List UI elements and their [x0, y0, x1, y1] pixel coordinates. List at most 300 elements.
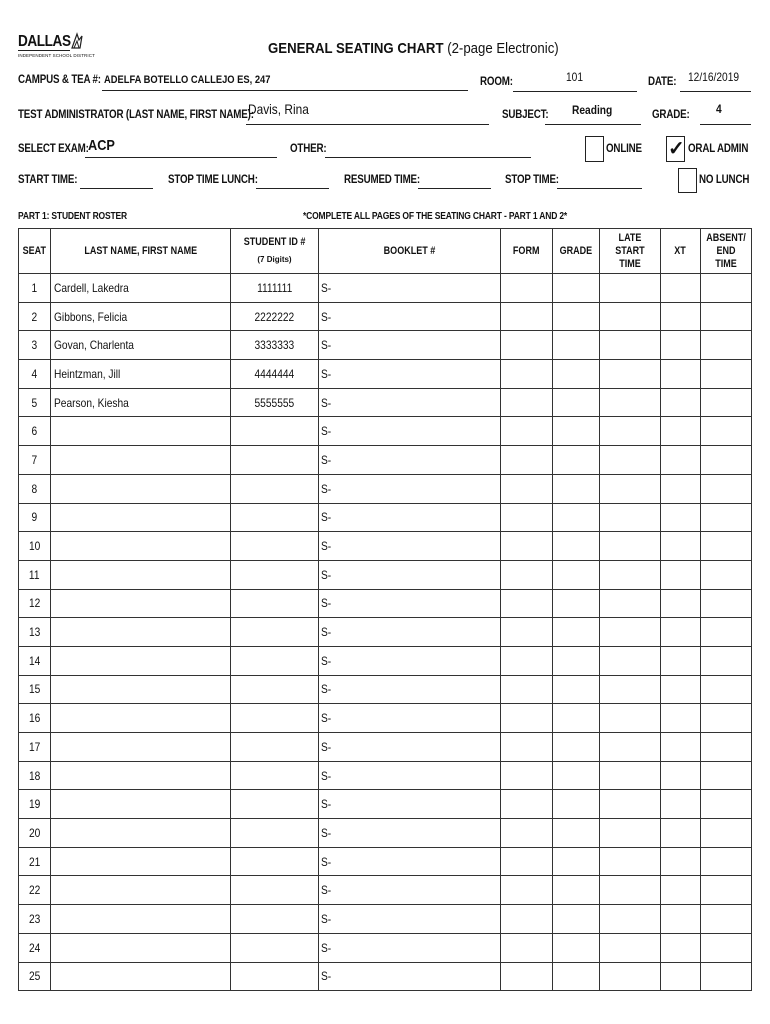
late-start-cell[interactable] [600, 417, 661, 446]
absent-cell[interactable] [701, 589, 752, 618]
booklet-cell[interactable] [319, 503, 501, 532]
booklet-cell[interactable] [319, 876, 501, 905]
seat-cell-text: 15 [28, 682, 41, 697]
form-cell[interactable] [501, 876, 553, 905]
absent-cell[interactable] [701, 388, 752, 417]
student-id-cell[interactable] [231, 474, 319, 503]
absent-cell[interactable] [701, 560, 752, 589]
name-cell[interactable] [51, 819, 231, 848]
student-id-subheader: (7 Digits) [257, 255, 292, 264]
late-start-cell[interactable] [600, 675, 661, 704]
seat-cell-text: 20 [28, 825, 41, 840]
xt-cell[interactable] [661, 790, 701, 819]
xt-cell[interactable] [661, 733, 701, 762]
name-cell[interactable] [51, 905, 231, 934]
grade-value[interactable]: 4 [716, 102, 722, 116]
booklet-cell-text: S- [321, 424, 332, 439]
booklet-cell[interactable] [319, 704, 501, 733]
table-row [19, 790, 752, 819]
form-header: FORM [501, 229, 553, 274]
name-cell[interactable] [51, 704, 231, 733]
date-value[interactable]: 12/16/2019 [688, 70, 740, 84]
student-id-cell-text: 1111111 [256, 280, 293, 295]
grade-cell[interactable] [553, 503, 600, 532]
xt-cell[interactable] [661, 819, 701, 848]
student-id-header: STUDENT ID # (7 Digits) [231, 229, 319, 274]
student-id-cell[interactable] [231, 675, 319, 704]
table-row [19, 331, 752, 360]
booklet-cell-text: S- [321, 969, 332, 984]
seat-cell-text: 17 [28, 739, 41, 754]
xt-cell[interactable] [661, 933, 701, 962]
booklet-cell-text: S- [321, 510, 332, 525]
student-id-cell[interactable] [231, 331, 319, 360]
student-id-cell[interactable] [231, 560, 319, 589]
form-cell[interactable] [501, 618, 553, 647]
absent-cell[interactable] [701, 274, 752, 303]
grade-cell[interactable] [553, 274, 600, 303]
late-start-cell[interactable] [600, 532, 661, 561]
flame-icon [70, 32, 84, 50]
grade-cell[interactable] [553, 646, 600, 675]
late-start-cell[interactable] [600, 733, 661, 762]
late-start-header: LATE START TIME [600, 229, 661, 274]
title-bold: GENERAL SEATING CHART [268, 40, 444, 57]
absent-cell[interactable] [701, 876, 752, 905]
booklet-cell-text: S- [321, 825, 332, 840]
exam-value[interactable]: ACP [88, 137, 115, 154]
late-start-cell[interactable] [600, 331, 661, 360]
grade-cell[interactable] [553, 905, 600, 934]
grade-cell[interactable] [553, 819, 600, 848]
name-cell-text: Gibbons, Felicia [54, 309, 128, 324]
name-cell[interactable] [51, 589, 231, 618]
booklet-cell-text: S- [321, 539, 332, 554]
xt-cell[interactable] [661, 532, 701, 561]
booklet-cell-text: S- [321, 883, 332, 898]
late-start-cell[interactable] [600, 876, 661, 905]
table-row [19, 646, 752, 675]
seat-cell [19, 847, 51, 876]
grade-cell[interactable] [553, 761, 600, 790]
form-cell[interactable] [501, 646, 553, 675]
booklet-cell[interactable] [319, 761, 501, 790]
table-row [19, 733, 752, 762]
late-start-cell[interactable] [600, 819, 661, 848]
booklet-cell[interactable] [319, 417, 501, 446]
booklet-cell-text: S- [321, 338, 332, 353]
booklet-cell-text: S- [321, 309, 332, 324]
booklet-cell-text: S- [321, 854, 332, 869]
late-start-cell[interactable] [600, 790, 661, 819]
seat-cell [19, 618, 51, 647]
late-start-cell[interactable] [600, 761, 661, 790]
name-cell[interactable] [51, 331, 231, 360]
grade-cell[interactable] [553, 618, 600, 647]
table-row [19, 302, 752, 331]
late-start-cell[interactable] [600, 847, 661, 876]
seat-cell-text: 5 [31, 395, 38, 410]
name-cell[interactable] [51, 503, 231, 532]
xt-cell[interactable] [661, 589, 701, 618]
form-cell[interactable] [501, 302, 553, 331]
student-id-cell[interactable] [231, 618, 319, 647]
form-cell[interactable] [501, 847, 553, 876]
late-start-cell[interactable] [600, 704, 661, 733]
grade-cell[interactable] [553, 560, 600, 589]
name-cell[interactable] [51, 274, 231, 303]
absent-cell[interactable] [701, 962, 752, 991]
absent-cell[interactable] [701, 360, 752, 389]
form-cell[interactable] [501, 905, 553, 934]
student-id-cell[interactable] [231, 761, 319, 790]
late-start-cell[interactable] [600, 560, 661, 589]
table-row [19, 618, 752, 647]
absent-cell[interactable] [701, 847, 752, 876]
form-cell[interactable] [501, 274, 553, 303]
oral-admin-checkbox[interactable] [666, 136, 685, 162]
absent-cell[interactable] [701, 646, 752, 675]
seat-cell [19, 388, 51, 417]
xt-cell[interactable] [661, 446, 701, 475]
xt-cell[interactable] [661, 274, 701, 303]
late-start-cell[interactable] [600, 962, 661, 991]
seat-cell [19, 360, 51, 389]
seat-cell-text: 4 [31, 366, 38, 381]
form-cell[interactable] [501, 560, 553, 589]
seat-cell [19, 474, 51, 503]
seat-cell-text: 14 [28, 653, 41, 668]
form-cell[interactable] [501, 704, 553, 733]
student-id-cell[interactable] [231, 819, 319, 848]
xt-cell[interactable] [661, 905, 701, 934]
name-cell[interactable] [51, 532, 231, 561]
booklet-cell[interactable] [319, 675, 501, 704]
table-row [19, 761, 752, 790]
booklet-cell[interactable] [319, 388, 501, 417]
name-cell[interactable] [51, 733, 231, 762]
form-cell[interactable] [501, 532, 553, 561]
form-cell[interactable] [501, 675, 553, 704]
seat-cell-text: 7 [31, 452, 38, 467]
booklet-header: BOOKLET # [319, 229, 501, 274]
booklet-cell-text: S- [321, 768, 332, 783]
campus-value[interactable]: ADELFA BOTELLO CALLEJO ES, 247 [104, 74, 271, 86]
grade-cell[interactable] [553, 532, 600, 561]
subject-label: SUBJECT: [502, 109, 549, 121]
booklet-cell[interactable] [319, 790, 501, 819]
xt-cell[interactable] [661, 847, 701, 876]
late-start-cell[interactable] [600, 274, 661, 303]
absent-cell[interactable] [701, 618, 752, 647]
absent-cell[interactable] [701, 905, 752, 934]
subject-value[interactable]: Reading [572, 103, 613, 117]
absent-cell[interactable] [701, 704, 752, 733]
xt-cell[interactable] [661, 560, 701, 589]
date-label: DATE: [648, 76, 677, 88]
grade-cell[interactable] [553, 331, 600, 360]
form-cell[interactable] [501, 446, 553, 475]
seat-cell-text: 24 [28, 940, 41, 955]
student-id-cell[interactable] [231, 274, 319, 303]
late-start-cell[interactable] [600, 360, 661, 389]
grade-cell[interactable] [553, 790, 600, 819]
form-cell[interactable] [501, 733, 553, 762]
form-cell[interactable] [501, 589, 553, 618]
booklet-cell[interactable] [319, 302, 501, 331]
booklet-cell[interactable] [319, 933, 501, 962]
seat-cell [19, 761, 51, 790]
name-cell[interactable] [51, 790, 231, 819]
seat-cell-text: 23 [28, 911, 41, 926]
grade-cell[interactable] [553, 446, 600, 475]
seat-cell [19, 819, 51, 848]
booklet-cell[interactable] [319, 560, 501, 589]
student-id-cell[interactable] [231, 446, 319, 475]
student-id-cell[interactable] [231, 388, 319, 417]
booklet-cell[interactable] [319, 532, 501, 561]
student-id-cell[interactable] [231, 503, 319, 532]
seat-cell-text: 3 [31, 338, 38, 353]
xt-cell[interactable] [661, 360, 701, 389]
student-id-cell[interactable] [231, 733, 319, 762]
seat-cell [19, 589, 51, 618]
campus-label: CAMPUS & TEA #: [18, 74, 101, 86]
booklet-cell-text: S- [321, 596, 332, 611]
seat-cell-text: 10 [28, 539, 41, 554]
grade-cell[interactable] [553, 675, 600, 704]
form-cell[interactable] [501, 962, 553, 991]
student-id-cell[interactable] [231, 532, 319, 561]
name-cell[interactable] [51, 560, 231, 589]
xt-cell[interactable] [661, 417, 701, 446]
logo-subtitle: INDEPENDENT SCHOOL DISTRICT [18, 53, 95, 58]
student-id-cell[interactable] [231, 302, 319, 331]
student-id-cell[interactable] [231, 847, 319, 876]
table-row [19, 560, 752, 589]
name-cell[interactable] [51, 675, 231, 704]
title-normal: (2-page Electronic) [447, 40, 559, 57]
online-checkbox[interactable] [585, 136, 604, 162]
grade-cell[interactable] [553, 704, 600, 733]
booklet-cell[interactable] [319, 962, 501, 991]
late-start-cell[interactable] [600, 474, 661, 503]
table-row [19, 704, 752, 733]
xt-cell[interactable] [661, 618, 701, 647]
district-logo [18, 33, 95, 63]
booklet-cell-text: S- [321, 452, 332, 467]
absent-cell[interactable] [701, 302, 752, 331]
booklet-cell[interactable] [319, 733, 501, 762]
booklet-cell[interactable] [319, 819, 501, 848]
grade-cell[interactable] [553, 302, 600, 331]
absent-cell[interactable] [701, 819, 752, 848]
seat-cell [19, 646, 51, 675]
late-start-cell[interactable] [600, 618, 661, 647]
student-id-cell[interactable] [231, 876, 319, 905]
booklet-cell-text: S- [321, 567, 332, 582]
complete-note: *COMPLETE ALL PAGES OF THE SEATING CHART - PART 1 AND 2* [303, 211, 568, 222]
booklet-cell[interactable] [319, 618, 501, 647]
name-cell[interactable] [51, 876, 231, 905]
late-start-cell[interactable] [600, 302, 661, 331]
absent-cell[interactable] [701, 503, 752, 532]
xt-cell[interactable] [661, 876, 701, 905]
absent-cell[interactable] [701, 331, 752, 360]
roster-table [18, 228, 752, 991]
booklet-cell[interactable] [319, 646, 501, 675]
name-cell-text: Heintzman, Jill [54, 366, 121, 381]
absent-cell[interactable] [701, 474, 752, 503]
student-id-cell[interactable] [231, 962, 319, 991]
room-value[interactable]: 101 [566, 70, 584, 84]
student-id-cell[interactable] [231, 417, 319, 446]
late-start-cell[interactable] [600, 446, 661, 475]
grade-cell[interactable] [553, 933, 600, 962]
booklet-cell[interactable] [319, 474, 501, 503]
booklet-cell[interactable] [319, 905, 501, 934]
form-cell[interactable] [501, 790, 553, 819]
form-cell[interactable] [501, 388, 553, 417]
xt-cell[interactable] [661, 962, 701, 991]
form-cell[interactable] [501, 761, 553, 790]
student-id-cell[interactable] [231, 360, 319, 389]
absent-header: ABSENT/ END TIME [701, 229, 752, 274]
form-cell[interactable] [501, 331, 553, 360]
xt-cell[interactable] [661, 761, 701, 790]
table-row [19, 274, 752, 303]
booklet-cell[interactable] [319, 847, 501, 876]
no-lunch-checkbox[interactable] [678, 168, 697, 193]
name-cell[interactable] [51, 933, 231, 962]
booklet-cell-text: S- [321, 280, 332, 295]
seat-cell [19, 503, 51, 532]
absent-cell[interactable] [701, 761, 752, 790]
absent-cell[interactable] [701, 532, 752, 561]
absent-cell[interactable] [701, 675, 752, 704]
logo-text: DALLAS [18, 33, 71, 50]
name-cell[interactable] [51, 302, 231, 331]
late-start-cell[interactable] [600, 503, 661, 532]
name-cell[interactable] [51, 474, 231, 503]
seat-cell [19, 446, 51, 475]
seat-cell [19, 675, 51, 704]
form-cell[interactable] [501, 933, 553, 962]
absent-cell[interactable] [701, 933, 752, 962]
late-start-cell[interactable] [600, 933, 661, 962]
xt-cell[interactable] [661, 675, 701, 704]
late-start-cell[interactable] [600, 388, 661, 417]
name-cell[interactable] [51, 446, 231, 475]
grade-cell[interactable] [553, 962, 600, 991]
booklet-cell-text: S- [321, 682, 332, 697]
grade-cell[interactable] [553, 360, 600, 389]
form-cell[interactable] [501, 474, 553, 503]
xt-cell[interactable] [661, 503, 701, 532]
form-cell[interactable] [501, 503, 553, 532]
grade-cell[interactable] [553, 417, 600, 446]
admin-value[interactable]: Davis, Rina [248, 101, 309, 117]
absent-cell[interactable] [701, 446, 752, 475]
absent-cell[interactable] [701, 790, 752, 819]
name-cell[interactable] [51, 761, 231, 790]
booklet-cell-text: S- [321, 911, 332, 926]
name-cell[interactable] [51, 646, 231, 675]
grade-cell[interactable] [553, 876, 600, 905]
table-row [19, 360, 752, 389]
form-cell[interactable] [501, 360, 553, 389]
table-row [19, 417, 752, 446]
grade-cell[interactable] [553, 733, 600, 762]
table-row [19, 847, 752, 876]
seat-cell-text: 9 [31, 510, 38, 525]
student-id-cell[interactable] [231, 790, 319, 819]
xt-cell[interactable] [661, 646, 701, 675]
booklet-cell-text: S- [321, 481, 332, 496]
student-id-cell[interactable] [231, 704, 319, 733]
name-cell[interactable] [51, 417, 231, 446]
late-start-cell[interactable] [600, 589, 661, 618]
absent-cell[interactable] [701, 417, 752, 446]
booklet-cell[interactable] [319, 331, 501, 360]
name-header: LAST NAME, FIRST NAME [51, 229, 231, 274]
seat-cell [19, 704, 51, 733]
resumed-time-label: RESUMED TIME: [344, 174, 420, 186]
page-title [268, 40, 559, 57]
booklet-cell[interactable] [319, 446, 501, 475]
name-cell[interactable] [51, 847, 231, 876]
grade-cell[interactable] [553, 474, 600, 503]
late-start-cell[interactable] [600, 646, 661, 675]
grade-cell[interactable] [553, 388, 600, 417]
name-cell[interactable] [51, 962, 231, 991]
seat-cell-text: 13 [28, 625, 41, 640]
grade-header: GRADE [553, 229, 600, 274]
name-cell-text: Pearson, Kiesha [54, 395, 129, 410]
seat-cell [19, 302, 51, 331]
seat-cell-text: 6 [31, 424, 38, 439]
late-start-cell[interactable] [600, 905, 661, 934]
name-cell[interactable] [51, 360, 231, 389]
student-id-cell[interactable] [231, 933, 319, 962]
oral-admin-label: ORAL ADMIN [688, 143, 749, 155]
booklet-cell[interactable] [319, 589, 501, 618]
xt-cell[interactable] [661, 474, 701, 503]
grade-cell[interactable] [553, 589, 600, 618]
table-row [19, 589, 752, 618]
xt-cell[interactable] [661, 704, 701, 733]
student-id-cell[interactable] [231, 646, 319, 675]
student-id-cell[interactable] [231, 905, 319, 934]
booklet-cell[interactable] [319, 360, 501, 389]
student-id-cell[interactable] [231, 589, 319, 618]
name-cell[interactable] [51, 388, 231, 417]
seat-cell-text: 18 [28, 768, 41, 783]
other-label: OTHER: [290, 143, 327, 155]
name-cell[interactable] [51, 618, 231, 647]
xt-cell[interactable] [661, 331, 701, 360]
xt-cell[interactable] [661, 388, 701, 417]
xt-cell[interactable] [661, 302, 701, 331]
grade-cell[interactable] [553, 847, 600, 876]
booklet-cell-text: S- [321, 395, 332, 410]
form-cell[interactable] [501, 417, 553, 446]
seat-cell [19, 962, 51, 991]
stop-time-label: STOP TIME: [505, 174, 559, 186]
absent-cell[interactable] [701, 733, 752, 762]
form-cell[interactable] [501, 819, 553, 848]
booklet-cell[interactable] [319, 274, 501, 303]
